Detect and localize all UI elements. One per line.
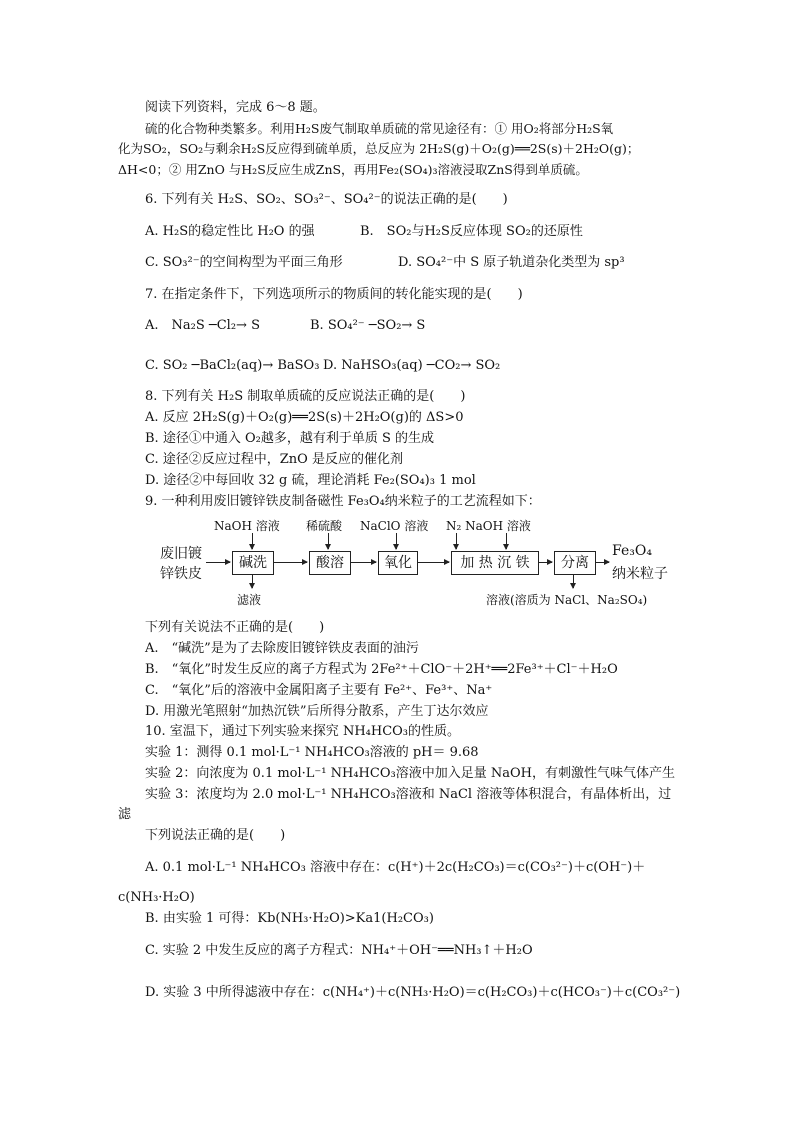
process-flow-diagram (160, 515, 680, 607)
flow-reagent-naclo: NaClO 溶液 (360, 519, 429, 533)
question-8-option-b: B. 途径①中通入 O₂越多，越有利于单质 S 的生成 (145, 431, 434, 446)
question-9-option-a: A. “碱洗”是为了去除废旧镀锌铁皮表面的油污 (145, 641, 419, 656)
question-9-option-d: D. 用激光笔照射“加热沉铁”后所得分散系，产生丁达尔效应 (145, 704, 489, 719)
question-8-option-d: D. 途径②中每回收 32 g 硫，理论消耗 Fe₂(SO₄)₃ 1 mol (145, 473, 476, 488)
experiment-3-line2: 滤 (118, 807, 132, 822)
flow-step-heat-precipitate: 加 热 沉 铁 (451, 551, 539, 575)
flow-arrow-3 (350, 562, 376, 563)
flow-input-line2: 锌铁皮 (160, 566, 202, 582)
question-7-option-a: A. Na₂S ─Cl₂→ S (145, 318, 260, 333)
question-6-stem: 6. 下列有关 H₂S、SO₂、SO₃²⁻、SO₄²⁻的说法正确的是( ) (145, 192, 508, 207)
question-10-stem: 10. 室温下，通过下列实验来探究 NH₄HCO₃的性质。 (145, 724, 461, 739)
flow-waste-solution: 溶液(溶质为 NaCl、Na₂SO₄) (486, 593, 648, 607)
experiment-1: 实验 1：测得 0.1 mol·L⁻¹ NH₄HCO₃溶液的 pH＝ 9.68 (145, 745, 479, 760)
question-7-option-d: D. NaHSO₃(aq) ─CO₂→ SO₂ (323, 358, 501, 373)
question-7-option-b: B. SO₄²⁻ ─SO₂→ S (310, 318, 426, 333)
experiment-2: 实验 2：向浓度为 0.1 mol·L⁻¹ NH₄HCO₃溶液中加入足量 NaOH，有刺激性气味气体产生 (145, 766, 675, 781)
flow-product-line2: 纳米粒子 (612, 566, 668, 582)
intro-text-line1: 硫的化合物种类繁多。利用H₂S废气制取单质硫的常见途径有：① 用O₂将部分H₂S氧 (145, 121, 614, 136)
question-9-option-b: B. “氧化”时发生反应的离子方程式为 2Fe²⁺＋ClO⁻＋2H⁺══2Fe³⁺＋Cl⁻＋H₂O (145, 662, 618, 677)
intro-text-line2: 化为SO₂，SO₂与剩余H₂S反应得到硫单质，总反应为 2H₂S(g)＋O₂(g)══2S(s)＋2H₂O(g)； (118, 141, 640, 156)
intro-text-line3: ΔH<0；② 用ZnO 与H₂S反应生成ZnS，再用Fe₂(SO₄)₃溶液浸取ZnS得到单质硫。 (118, 162, 588, 177)
experiment-3-line1: 实验 3：浓度均为 2.0 mol·L⁻¹ NH₄HCO₃溶液和 NaCl 溶液等体积混合，有晶体析出，过 (145, 787, 672, 802)
flow-waste-filtrate: 滤液 (237, 593, 262, 607)
question-7-option-c: C. SO₂ ─BaCl₂(aq)→ BaSO₃ (145, 358, 320, 373)
flow-reagent-n2-naoh: N₂ NaOH 溶液 (446, 519, 531, 533)
question-9-ask: 下列有关说法不正确的是( ) (145, 620, 325, 635)
question-9-option-c: C. “氧化”后的溶液中金属阳离子主要有 Fe²⁺、Fe³⁺、Na⁺ (145, 683, 493, 698)
flow-product-line1: Fe₃O₄ (612, 543, 652, 559)
flow-arrow-1 (206, 562, 230, 563)
flow-arrow-down-4b (506, 533, 507, 549)
question-6-option-c: C. SO₃²⁻的空间构型为平面三角形 (145, 255, 343, 270)
flow-step-separate: 分离 (554, 551, 596, 575)
flow-step-acid-dissolve: 酸溶 (309, 551, 351, 575)
flow-step-oxidize: 氧化 (378, 551, 418, 575)
intro-instruction: 阅读下列资料，完成 6～8 题。 (145, 100, 326, 115)
flow-arrow-waste-2 (573, 574, 574, 588)
question-10-option-b: B. 由实验 1 可得：Kb(NH₃·H₂O)>Ka1(H₂CO₃) (145, 911, 434, 926)
flow-arrow-down-2 (328, 533, 329, 549)
flow-arrow-down-1 (252, 533, 253, 549)
question-10-option-d: D. 实验 3 中所得滤液中存在：c(NH₄⁺)＋c(NH₃·H₂O)＝c(H₂CO₃)＋c(HCO₃⁻)＋c(CO₃²⁻) (145, 985, 681, 1000)
question-10-option-a-line1: A. 0.1 mol·L⁻¹ NH₄HCO₃ 溶液中存在：c(H⁺)＋2c(H₂CO₃)＝c(CO₃²⁻)＋c(OH⁻)＋ (145, 860, 646, 875)
question-9-stem: 9. 一种利用废旧镀锌铁皮制备磁性 Fe₃O₄纳米粒子的工艺流程如下： (145, 494, 541, 509)
flow-reagent-h2so4: 稀硫酸 (306, 519, 343, 533)
question-10-ask: 下列说法正确的是( ) (145, 828, 286, 843)
flow-input-line1: 废旧镀 (160, 546, 202, 562)
flow-arrow-2 (273, 562, 307, 563)
flow-arrow-4 (417, 562, 449, 563)
flow-arrow-down-3 (396, 533, 397, 549)
flow-step-alkali-wash: 碱洗 (232, 551, 274, 575)
flow-arrow-5 (538, 562, 552, 563)
question-8-option-a: A. 反应 2H₂S(g)＋O₂(g)══2S(s)＋2H₂O(g)的 ΔS>0 (145, 410, 464, 425)
question-8-option-c: C. 途径②反应过程中，ZnO 是反应的催化剂 (145, 452, 403, 467)
flow-arrow-down-4a (456, 533, 457, 549)
question-6-option-b: B. SO₂与H₂S反应体现 SO₂的还原性 (360, 224, 583, 239)
question-6-option-a: A. H₂S的稳定性比 H₂O 的强 (145, 224, 315, 239)
flow-arrow-waste-1 (252, 574, 253, 588)
question-10-option-c: C. 实验 2 中发生反应的离子方程式：NH₄⁺＋OH⁻══NH₃↑＋H₂O (145, 943, 533, 958)
question-6-option-d: D. SO₄²⁻中 S 原子轨道杂化类型为 sp³ (398, 255, 625, 270)
question-8-stem: 8. 下列有关 H₂S 制取单质硫的反应说法正确的是( ) (145, 389, 466, 404)
question-7-stem: 7. 在指定条件下，下列选项所示的物质间的转化能实现的是( ) (145, 287, 523, 302)
flow-arrow-6 (595, 562, 609, 563)
question-10-option-a-line2: c(NH₃·H₂O) (118, 890, 195, 905)
flow-reagent-naoh: NaOH 溶液 (214, 519, 280, 533)
